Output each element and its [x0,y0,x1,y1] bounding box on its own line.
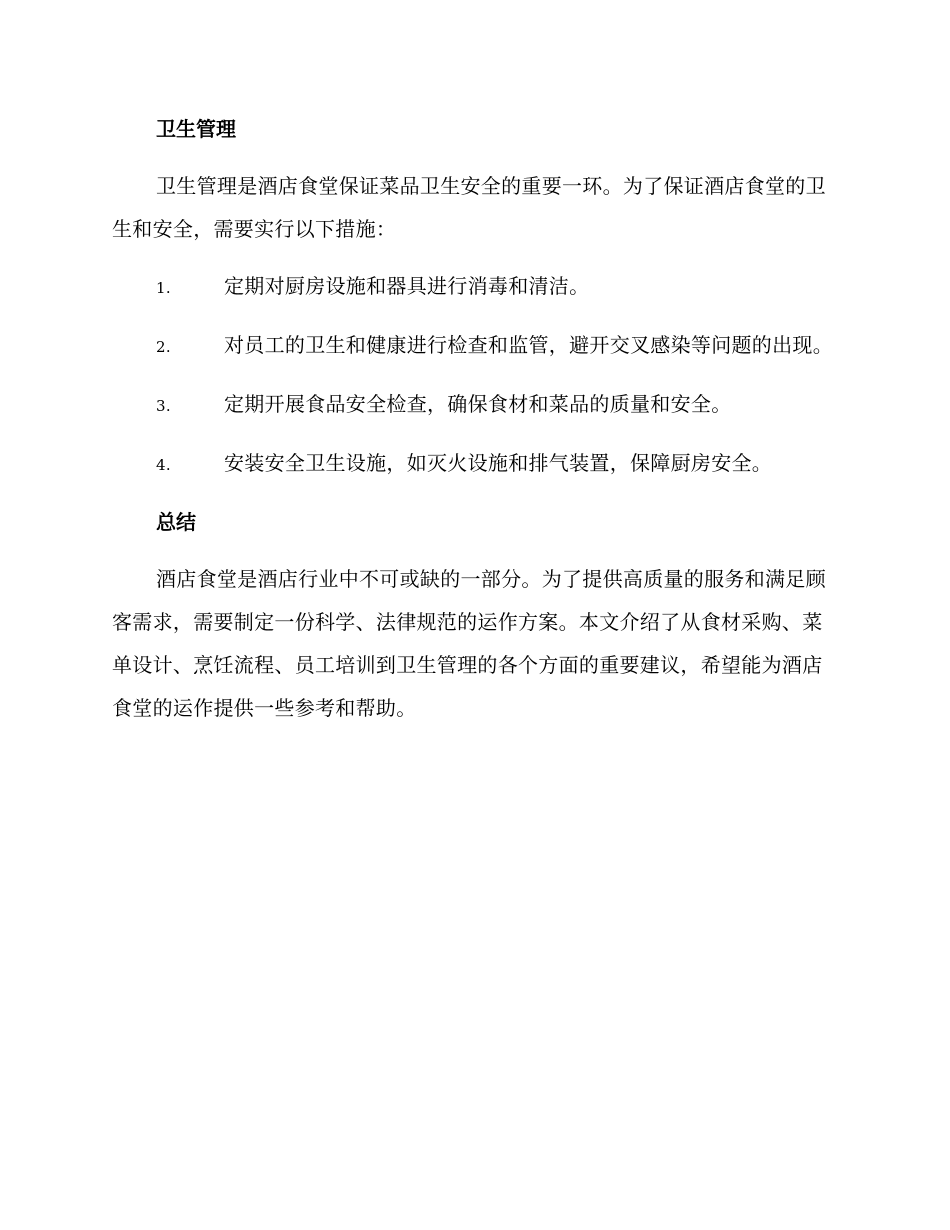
hygiene-intro-paragraph: 卫生管理是酒店食堂保证菜品卫生安全的重要一环。为了保证酒店食堂的卫生和安全，需要实行以下措施： [112,174,826,241]
list-item-text: 安装安全卫生设施，如灭火设施和排气装置，保障厨房安全。 [224,451,773,475]
summary-paragraph: 酒店食堂是酒店行业中不可或缺的一部分。为了提供高质量的服务和满足顾客需求，需要制定一份科学、法律规范的运作方案。本文介绍了从食材采购、菜单设计、烹饪流程、员工培训到卫生管理的各个方面的重要建议，希望能为酒店食堂的运作提供一些参考和帮助。 [112,567,826,720]
list-item-number: 3. [156,397,171,415]
list-item-text: 对员工的卫生和健康进行检查和监管，避开交叉感染等问题的出现。 [224,333,833,357]
section-heading-summary: 总结 [156,510,196,534]
list-item [112,324,836,369]
list-item-text: 定期开展食品安全检查，确保食材和菜品的质量和安全。 [224,392,732,416]
list-item-number: 4. [156,456,171,474]
section-heading-hygiene: 卫生管理 [156,117,236,141]
list-item [112,383,836,428]
list-item-text: 定期对厨房设施和器具进行消毒和清洁。 [224,274,590,298]
list-item [112,265,836,310]
list-item [112,442,836,487]
document-content [112,108,836,744]
list-item-number: 1. [156,279,171,297]
list-item-number: 2. [156,338,171,356]
